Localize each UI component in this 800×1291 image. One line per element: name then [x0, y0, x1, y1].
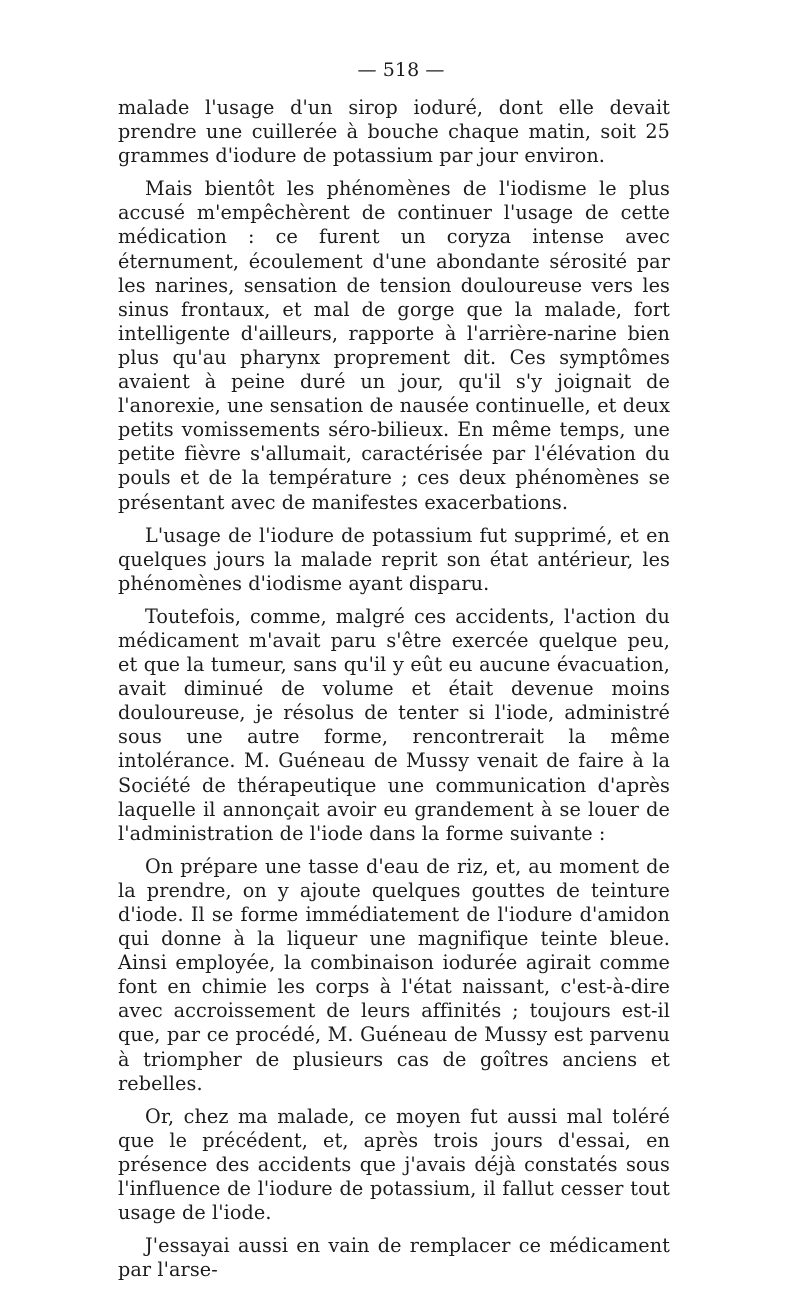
page-number: — 518 —	[357, 59, 445, 81]
paragraph-4: Toutefois, comme, malgré ces accidents, l'action du médicament m'avait paru s'être exercée quelque peu, et que la tumeur, sans qu'il y eût eu aucune évacuation, avait diminué de volume et était devenue moins douloureuse, je résolus de tenter si l'iode, administré sous une autre forme, rencontrerait la même intolérance. M. Guéneau de Mussy venait de faire à la Société de thérapeutique une communication d'après laquelle il annonçait avoir eu grandement à se louer de l'administration de l'iode dans la forme suivante :	[118, 604, 670, 845]
paragraph-6: Or, chez ma malade, ce moyen fut aussi mal toléré que le précédent, et, après trois jours d'essai, en présence des accidents que j'avais déjà constatés sous l'influence de l'iodure de potassium, il fallut cesser tout usage de l'iode.	[118, 1104, 670, 1225]
paragraph-1: malade l'usage d'un sirop ioduré, dont elle devait prendre une cuillerée à bouche chaque matin, soit 25 grammes d'iodure de potassium par jour environ.	[118, 96, 670, 168]
paragraph-5: On prépare une tasse d'eau de riz, et, au moment de la prendre, on y ajoute quelques gouttes de teinture d'iode. Il se forme immédiatement de l'iodure d'amidon qui donne à la liqueur une magnifique teinte bleue. Ainsi employée, la combinaison iodurée agirait comme font en chimie les corps à l'état naissant, c'est-à-dire avec accroissement de leurs affinités ; toujours est-il que, par ce procédé, M. Guéneau de Mussy est parvenu à triompher de plusieurs cas de goîtres anciens et rebelles.	[118, 854, 670, 1095]
paragraph-2: Mais bientôt les phénomènes de l'iodisme le plus accusé m'empêchèrent de continuer l'usage de cette médication : ce furent un coryza intense avec éternument, écoulement d'une abondante sérosité par les narines, sensation de tension douloureuse vers les sinus frontaux, et mal de gorge que la malade, fort intelligente d'ailleurs, rapporte à l'arrière-narine bien plus qu'au pharynx proprement dit. Ces symptômes avaient à peine duré un jour, qu'il s'y joignait de l'anorexie, une sensation de nausée continuelle, et deux petits vomissements séro-bilieux. En même temps, une petite fièvre s'allumait, caractérisée par l'élévation du pouls et de la température ; ces deux phénomènes se présentant avec de manifestes exacerbations.	[118, 177, 670, 514]
paragraph-3: L'usage de l'iodure de potassium fut supprimé, et en quelques jours la malade reprit son état antérieur, les phénomènes d'iodisme ayant disparu.	[118, 523, 670, 595]
paragraph-7: J'essayai aussi en vain de remplacer ce médicament par l'arse-	[118, 1234, 670, 1282]
book-page	[118, 58, 670, 1291]
